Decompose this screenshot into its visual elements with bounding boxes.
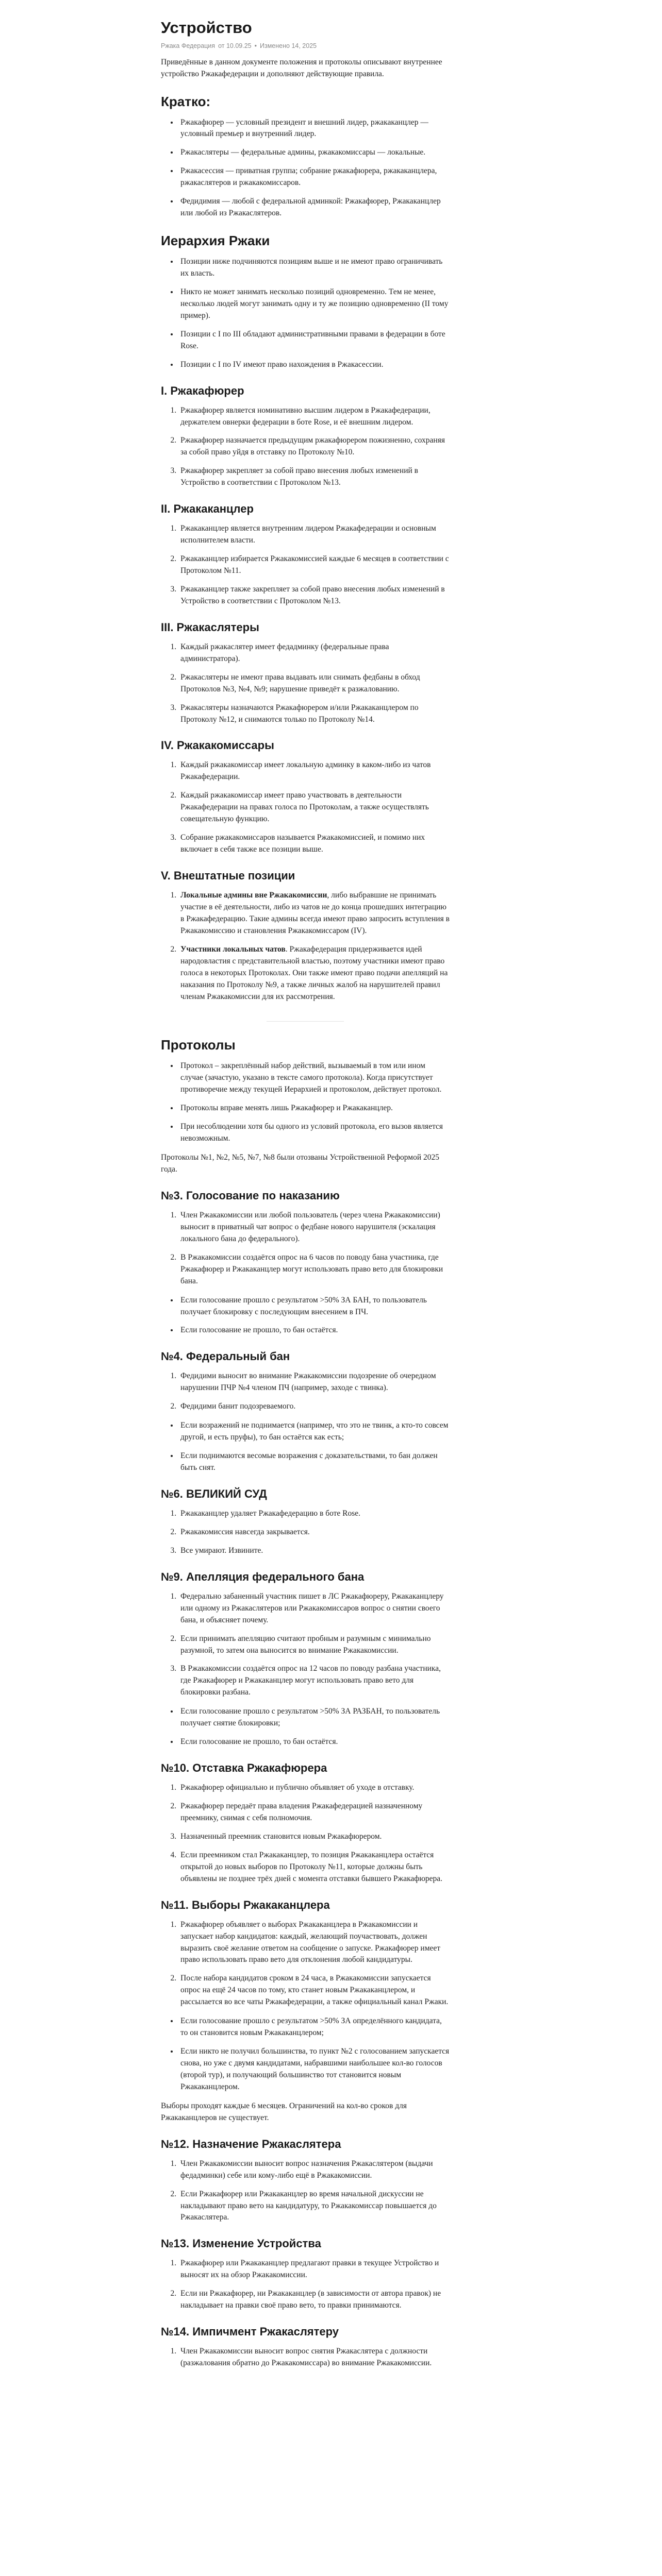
list-item: 4. Если преемником стал Ржакаканцлер, то позиция Ржакаканцлера остаётся открытой до новых выборов по Протоколу №11, которые должны быть объявлены не позднее трёх дней с момента отставки бывшего Ржакафюрера. bbox=[178, 1850, 450, 1885]
list-item: 1. Ржакафюрер объявляет о выборах Ржакаканцлера в Ржакакомиссии и запускает набор кандидатов: каждый, желающий поучаствовать, должен выразить своё желание ответом на сообщение о запуске. Ржакафюрер имеет право использовать право вето для отклонения любой кандидатуры. bbox=[178, 1919, 450, 1967]
list-item: 3. Собрание ржакакомиссаров называется Ржакакомиссией, и помимо них включает в себя также все позиции выше. bbox=[178, 832, 450, 856]
section-list-freelance bbox=[161, 890, 450, 1003]
list-item: 1. Ржакафюрер официально и публично объявляет об уходе в отставку. bbox=[178, 1782, 450, 1794]
list-item: • Ржакасессия — приватная группа; собрание ржакафюрера, ржакаканцлера, ржакаслятеров и ржакакомиссаров. bbox=[178, 165, 450, 189]
list-item: 2. Если ни Ржакафюрер, ни Ржакаканцлер (в зависимости от автора правок) не накладывает на правки своё право вето, то правки принимаются. bbox=[178, 2288, 450, 2312]
list-item: 2. Ржакаслятеры не имеют права выдавать или снимать федбаны в обход Протоколов №3, №4, №9; нарушение приведёт к разжалованию. bbox=[178, 672, 450, 696]
list-item: 1. Федерально забаненный участник пишет в ЛС Ржакафюреру, Ржакаканцлеру или одному из Ржакаслятеров или Ржакакомиссаров вопрос о снятии своего бана, и объясняет почему. bbox=[178, 1591, 450, 1626]
protocol-list-6 bbox=[161, 1508, 450, 1557]
list-item: 2. Ржакафюрер назначается предыдущим ржакафюрером пожизненно, сохраняя за собой право уйдя в отставку по Протоколу №10. bbox=[178, 435, 450, 459]
list-item-lead: Локальные админы вне Ржакакомиссии bbox=[180, 891, 327, 900]
list-item: 3. В Ржакакомиссии создаётся опрос на 12 часов по поводу разбана участника, где Ржакафюрер и Ржакаканцлер могут использовать право вето для блокировки разбана. bbox=[178, 1663, 450, 1699]
list-item: 2. В Ржакакомиссии создаётся опрос на 6 часов по поводу бана участника, где Ржакафюрер и Ржакаканцлер могут использовать право вето для блокировки бана. bbox=[178, 1252, 450, 1287]
summary-list bbox=[161, 117, 450, 220]
list-item: 3. Ржакаканцлер также закрепляет за собой право внесения любых изменений в Устройство в соответствии с Протоколом №13. bbox=[178, 584, 450, 607]
list-item bbox=[178, 890, 450, 937]
protocol-list-9 bbox=[161, 1591, 450, 1699]
protocol-outcomes-4 bbox=[161, 1420, 450, 1474]
list-item: • Позиции ниже подчиняются позициям выше и не имеют право ограничивать их власть. bbox=[178, 256, 450, 280]
list-item: 1. Каждый ржакаслятер имеет федадминку (федеральные права администратора). bbox=[178, 641, 450, 665]
protocol-list-13 bbox=[161, 2258, 450, 2312]
list-item: • Если голосование не прошло, то бан остаётся. bbox=[178, 1736, 450, 1748]
list-item: • Если голосование прошло с результатом >50% ЗА РАЗБАН, то пользователь получает снятие блокировки; bbox=[178, 1706, 450, 1730]
list-item: • Протокол – закреплённый набор действий, вызываемый в том или ином случае (зачастую, указано в тексте самого протокола). Когда присутствует противоречие между текущей Иерархией и протоколом, действует протокол. bbox=[178, 1060, 450, 1096]
list-item: 1. Член Ржакакомиссии выносит вопрос назначения Ржакаслятером (выдачи федадминки) себе или кому-либо ещё в Ржакакомиссии. bbox=[178, 2158, 450, 2182]
protocols-list bbox=[161, 1060, 450, 1145]
list-item: • Протоколы вправе менять лишь Ржакафюрер и Ржакаканцлер. bbox=[178, 1103, 450, 1114]
list-item: • Федидимия — любой с федеральной админкой: Ржакафюрер, Ржакаканцлер или любой из Ржакаслятеров. bbox=[178, 196, 450, 219]
protocol-heading-9: №9. Апелляция федерального бана bbox=[161, 1570, 365, 1583]
article-meta bbox=[161, 42, 450, 49]
article bbox=[161, 0, 450, 2369]
list-item: • Никто не может занимать несколько позиций одновременно. Тем не менее, несколько людей могут занимать одну и ту же позицию одновременно (II тому пример). bbox=[178, 286, 450, 322]
section-list-fuhrer bbox=[161, 405, 450, 489]
edited-date: Изменено 14, 2025 bbox=[260, 42, 317, 49]
protocol-heading-6: №6. ВЕЛИКИЙ СУД bbox=[161, 1487, 267, 1500]
protocol-outcomes-9 bbox=[161, 1706, 450, 1748]
protocol-note-11: Выборы проходят каждые 6 месяцев. Ограничений на кол-во сроков для Ржакаканцлеров не существует. bbox=[161, 2101, 407, 2122]
author-link[interactable]: Ржака Федерация bbox=[161, 42, 216, 49]
protocol-outcomes-3 bbox=[161, 1295, 450, 1337]
protocol-heading-3: №3. Голосование по наказанию bbox=[161, 1189, 340, 1202]
list-item: 3. Все умирают. Извините. bbox=[178, 1545, 450, 1557]
page-title: Устройство bbox=[161, 19, 252, 37]
list-item: 1. Ржакаканцлер удаляет Ржакафедерацию в боте Rose. bbox=[178, 1508, 450, 1520]
list-item: 3. Назначенный преемник становится новым Ржакафюрером. bbox=[178, 1831, 450, 1843]
protocol-heading-12: №12. Назначение Ржакаслятера bbox=[161, 2137, 341, 2150]
intro-paragraph: Приведённые в данном документе положения и протоколы описывают внутреннее устройство Ржакафедерации и дополняют действующие правила. bbox=[161, 57, 442, 78]
protocol-heading-10: №10. Отставка Ржакафюрера bbox=[161, 1761, 327, 1775]
hierarchy-heading: Иерархия Ржаки bbox=[161, 233, 270, 249]
list-item: • Если поднимаются весомые возражения с доказательствами, то бан должен быть снят. bbox=[178, 1450, 450, 1474]
hierarchy-list bbox=[161, 256, 450, 371]
protocol-list-14 bbox=[161, 2346, 450, 2369]
protocol-list-12 bbox=[161, 2158, 450, 2224]
list-item: 1. Член Ржакакомиссии выносит вопрос снятия Ржакаслятера с должности (разжалования обратно до Ржакакомиссара) во внимание Ржакакомиссии. bbox=[178, 2346, 450, 2369]
section-heading-freelance: V. Внештатные позиции bbox=[161, 869, 295, 883]
section-heading-fuhrer: I. Ржакафюрер bbox=[161, 384, 244, 397]
list-item: 2. После набора кандидатов сроком в 24 часа, в Ржакакомиссии запускается опрос на ещё 24 часов по тому, кто станет новым Ржакаканцлером, и рассылается во все чаты Ржакафедерации, а также официальный канал Ржаки. bbox=[178, 1973, 450, 2008]
list-item: • Если голосование прошло с результатом >50% ЗА определённого кандидата, то он становится новым Ржакаканцлером; bbox=[178, 2015, 450, 2039]
list-item-text: , либо выбравшие не принимать участие в её деятельности, либо из чатов не до конца прошедших интеграцию в Ржакафедерацию. Такие админы всегда имеют право запросить вступления в Ржакакомиссию и становления Ржакакомиссаром (IV). bbox=[180, 891, 450, 935]
list-item: • Если никто не получил большинства, то пункт №2 с голосованием запускается снова, но уже с двумя кандидатами, набравшими наибольшее кол-во голосов (второй тур), и получающий большинство тот становится новым Ржакаканцлером. bbox=[178, 2046, 450, 2093]
protocol-heading-13: №13. Изменение Устройства bbox=[161, 2237, 321, 2250]
list-item-text: . Ржакафедерация придерживается идей народовластия с представительной властью, поэтому участники имеют право голоса в некоторых Протоколах. Они также имеют право подачи апелляций на наказания по Протоколу №9, а также личных жалоб на нарушителей правил членам Ржакакомиссии для их рассмотрения. bbox=[180, 944, 448, 1001]
protocol-heading-4: №4. Федеральный бан bbox=[161, 1350, 290, 1363]
protocol-outcomes-11 bbox=[161, 2015, 450, 2093]
section-list-commissars bbox=[161, 759, 450, 856]
section-heading-commissars: IV. Ржакакомиссары bbox=[161, 739, 274, 752]
section-list-chancellor bbox=[161, 523, 450, 607]
list-item: 1. Ржакаканцлер является внутренним лидером Ржакафедерации и основным исполнителем власти. bbox=[178, 523, 450, 547]
protocol-list-10 bbox=[161, 1782, 450, 1885]
list-item: • Если возражений не поднимается (например, что это не твинк, а кто-то совсем другой, и есть пруфы), то бан остаётся как есть; bbox=[178, 1420, 450, 1444]
list-item: 1. Член Ржакакомиссии или любой пользователь (через члена Ржакакомиссии) выносит в приватный чат вопрос о федбане нового нарушителя (эскалация локального бана до федерального). bbox=[178, 1210, 450, 1245]
list-item: 2. Федидими банит подозреваемого. bbox=[178, 1401, 450, 1413]
list-item: • Ржакаслятеры — федеральные админы, ржакакомиссары — локальные. bbox=[178, 147, 450, 159]
section-divider bbox=[267, 1021, 344, 1022]
protocol-list-4 bbox=[161, 1370, 450, 1413]
protocol-heading-11: №11. Выборы Ржакаканцлера bbox=[161, 1898, 330, 1911]
list-item: 2. Ржакафюрер передаёт права владения Ржакафедерацией назначенному преемнику, снимая с себя полномочия. bbox=[178, 1801, 450, 1824]
list-item: 2. Если принимать апелляцию считают пробным и разумным с минимально разумной, то затем она выносится во внимание Ржакакомиссии. bbox=[178, 1633, 450, 1657]
list-item bbox=[178, 944, 450, 1003]
publish-date: от 10.09.25 bbox=[218, 42, 252, 49]
list-item: 2. Ржакакомиссия навсегда закрывается. bbox=[178, 1527, 450, 1538]
list-item: 3. Ржакаслятеры назначаются Ржакафюрером и/или Ржакаканцлером по Протоколу №12, и снимаются только по Протоколу №14. bbox=[178, 702, 450, 726]
list-item: 3. Ржакафюрер закрепляет за собой право внесения любых изменений в Устройство в соответствии с Протоколом №13. bbox=[178, 465, 450, 489]
section-heading-chancellor: II. Ржакаканцлер bbox=[161, 502, 254, 516]
list-item: • Позиции с I по III обладают административными правами в федерации в боте Rose. bbox=[178, 329, 450, 352]
protocols-heading: Протоколы bbox=[161, 1037, 236, 1053]
list-item: 2. Если Ржакафюрер или Ржакаканцлер во время начальной дискуссии не накладывают право вето на кандидатуру, то Ржакакомиссар повышается до Ржакаслятера. bbox=[178, 2189, 450, 2224]
section-heading-slyatery: III. Ржакаслятеры bbox=[161, 620, 259, 634]
list-item: • Ржакафюрер — условный президент и внешний лидер, ржакаканцлер — условный премьер и внутренний лидер. bbox=[178, 117, 450, 141]
list-item: 1. Федидими выносит во внимание Ржакакомиссии подозрение об очередном нарушении ПЧР №4 членом ПЧ (например, заходе с твинка). bbox=[178, 1370, 450, 1394]
meta-separator: • bbox=[254, 42, 257, 49]
list-item: • Если голосование прошло с результатом >50% ЗА БАН, то пользователь получает блокировку с последующим внесением в ПЧ. bbox=[178, 1295, 450, 1318]
list-item: • Позиции с I по IV имеют право нахождения в Ржакасессии. bbox=[178, 359, 450, 371]
section-list-slyatery bbox=[161, 641, 450, 726]
list-item: • При несоблюдении хотя бы одного из условий протокола, его вызов является невозможным. bbox=[178, 1121, 450, 1145]
summary-heading: Кратко: bbox=[161, 93, 211, 109]
protocol-list-11 bbox=[161, 1919, 450, 2009]
list-item: 1. Ржакафюрер является номинативно высшим лидером в Ржакафедерации, держателем овнерки федерации в боте Rose, и её внешним лидером. bbox=[178, 405, 450, 429]
list-item: • Если голосование не прошло, то бан остаётся. bbox=[178, 1325, 450, 1336]
list-item: 1. Каждый ржакакомиссар имеет локальную админку в каком-либо из чатов Ржакафедерации. bbox=[178, 759, 450, 783]
protocol-heading-14: №14. Импичмент Ржакаслятеру bbox=[161, 2325, 339, 2338]
list-item: 2. Ржакаканцлер избирается Ржакакомиссией каждые 6 месяцев в соответствии с Протоколом №11. bbox=[178, 553, 450, 577]
list-item: 2. Каждый ржакакомиссар имеет право участвовать в деятельности Ржакафедерации на правах голоса по Протоколам, а также осуществлять совещательную функцию. bbox=[178, 790, 450, 825]
list-item: 1. Ржакафюрер или Ржакаканцлер предлагают правки в текущее Устройство и выносят их на обзор Ржакакомиссии. bbox=[178, 2258, 450, 2281]
protocols-note: Протоколы №1, №2, №5, №7, №8 были отозваны Устройственной Реформой 2025 года. bbox=[161, 1153, 440, 1174]
protocol-list-3 bbox=[161, 1210, 450, 1287]
list-item-lead: Участники локальных чатов bbox=[180, 944, 286, 954]
